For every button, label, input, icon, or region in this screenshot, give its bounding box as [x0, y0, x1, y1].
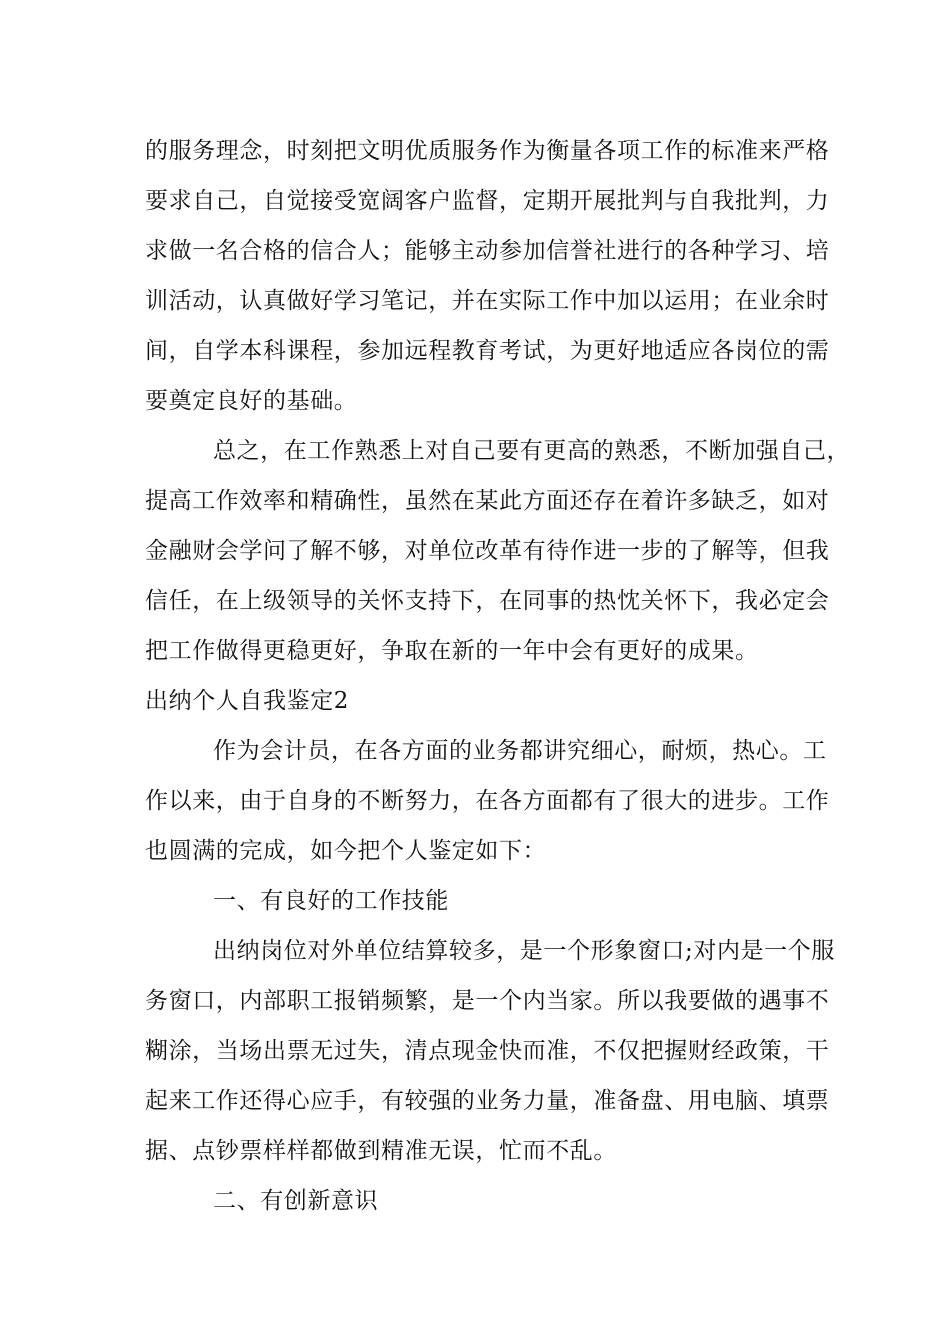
subheading: 二、有创新意识	[213, 1188, 379, 1214]
text-line: 信任，在上级领导的关怀支持下，在同事的热忱关怀下，我必定会	[145, 588, 830, 614]
text-line: 提高工作效率和精确性，虽然在某此方面还存在着许多缺乏，如对	[145, 488, 830, 514]
text-line: 要求自己，自觉接受宽阔客户监督，定期开展批判与自我批判，力	[145, 188, 830, 214]
text-line: 间，自学本科课程，参加远程教育考试，为更好地适应各岗位的需	[145, 338, 830, 364]
text-line: 作以来，由于自身的不断努力，在各方面都有了很大的进步。工作	[145, 788, 830, 814]
text-line: 求做一名合格的信合人；能够主动参加信誉社进行的各种学习、培	[145, 238, 830, 264]
text-line: 起来工作还得心应手，有较强的业务力量，准备盘、用电脑、填票	[145, 1088, 830, 1114]
paragraph-first-line: 总之，在工作熟悉上对自己要有更高的熟悉，不断加强自己，	[213, 438, 851, 464]
section-title: 出纳个人自我鉴定2	[145, 688, 350, 714]
text-line: 要奠定良好的基础。	[145, 388, 358, 414]
text-line: 把工作做得更稳更好，争取在新的一年中会有更好的成果。	[145, 638, 759, 664]
text-line: 的服务理念，时刻把文明优质服务作为衡量各项工作的标准来严格	[145, 138, 830, 164]
text-line: 务窗口，内部职工报销频繁，是一个内当家。所以我要做的遇事不	[145, 988, 830, 1014]
subheading: 一、有良好的工作技能	[213, 888, 449, 914]
text-line: 糊涂，当场出票无过失，清点现金快而准，不仅把握财经政策，干	[145, 1038, 830, 1064]
text-line: 也圆满的完成，如今把个人鉴定如下：	[145, 838, 547, 864]
text-line: 据、点钞票样样都做到精准无误，忙而不乱。	[145, 1138, 617, 1164]
text-line: 训活动，认真做好学习笔记，并在实际工作中加以运用；在业余时	[145, 288, 830, 314]
paragraph-first-line: 作为会计员，在各方面的业务都讲究细心，耐烦，热心。工	[213, 738, 827, 764]
text-line: 金融财会学问了解不够，对单位改革有待作进一步的了解等，但我	[145, 538, 830, 564]
paragraph-first-line: 出纳岗位对外单位结算较多，是一个形象窗口;对内是一个服	[213, 938, 835, 964]
